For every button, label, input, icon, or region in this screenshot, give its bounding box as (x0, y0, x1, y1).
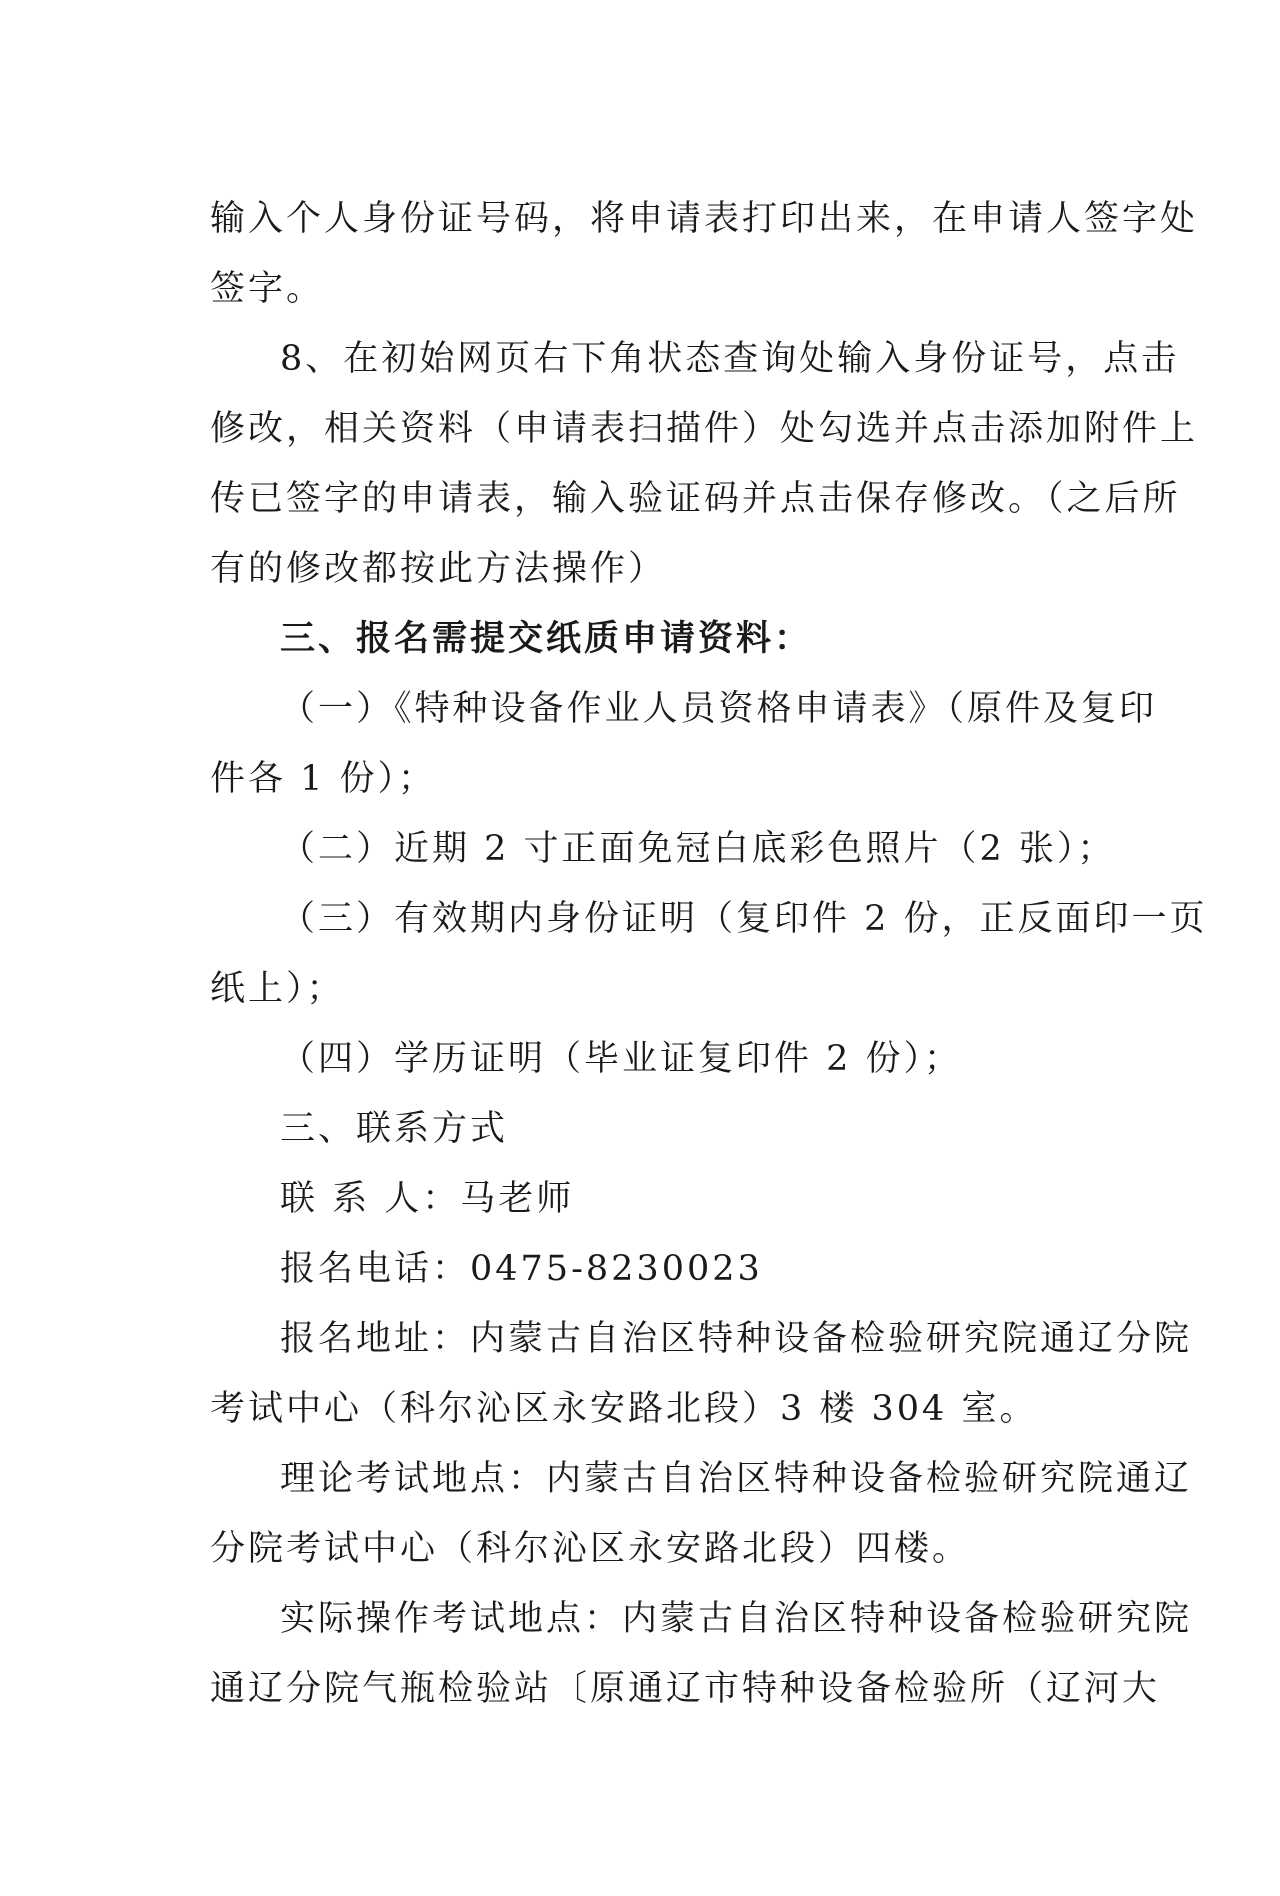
paragraph-line: 8、在初始网页右下角状态查询处输入身份证号，点击 (280, 339, 1180, 379)
theory-exam-location: 理论考试地点：内蒙古自治区特种设备检验研究院通辽 (280, 1459, 1193, 1499)
paragraph-line: 签字。 (210, 269, 325, 309)
contact-address: 报名地址：内蒙古自治区特种设备检验研究院通辽分院 (280, 1319, 1193, 1359)
document-body (210, 184, 1208, 1724)
paragraph-line: 修改，相关资料（申请表扫描件）处勾选并点击添加附件上 (210, 409, 1199, 449)
paragraph-line: 传已签字的申请表，输入验证码并点击保存修改。（之后所 (210, 479, 1181, 519)
contact-phone: 报名电话：0475-8230023 (280, 1249, 763, 1289)
contact-person: 联 系 人：马老师 (280, 1179, 575, 1219)
practical-exam-location: 实际操作考试地点：内蒙古自治区特种设备检验研究院 (280, 1599, 1193, 1639)
list-item: （一）《特种设备作业人员资格申请表》（原件及复印 (280, 689, 1158, 729)
paragraph-line: 有的修改都按此方法操作） (210, 549, 667, 589)
section-heading: 三、联系方式 (280, 1109, 509, 1149)
list-item: （三）有效期内身份证明（复印件 2 份，正反面印一页 (280, 899, 1208, 939)
list-item: （四）学历证明（毕业证复印件 2 份）； (280, 1039, 963, 1079)
paragraph-line: 输入个人身份证号码，将申请表打印出来，在申请人签字处 (210, 199, 1199, 239)
contact-address-continuation: 考试中心（科尔沁区永安路北段）3 楼 304 室。 (210, 1389, 1038, 1429)
practical-exam-location-continuation: 通辽分院气瓶检验站〔原通辽市特种设备检验所（辽河大 (210, 1669, 1161, 1709)
list-item-continuation: 纸上）； (210, 969, 345, 1009)
theory-exam-location-continuation: 分院考试中心（科尔沁区永安路北段）四楼。 (210, 1529, 971, 1569)
list-item: （二）近期 2 寸正面免冠白底彩色照片（2 张）； (280, 829, 1116, 869)
list-item-continuation: 件各 1 份）； (210, 759, 437, 799)
section-heading: 三、报名需提交纸质申请资料： (280, 618, 813, 659)
